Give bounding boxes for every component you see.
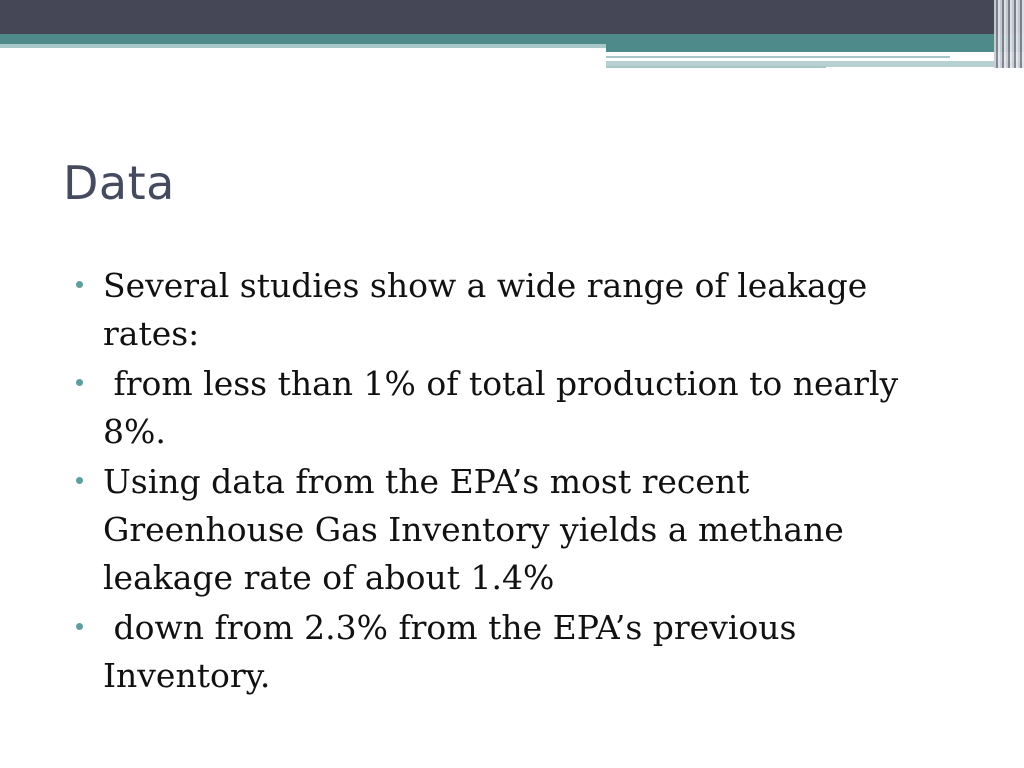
bullet-item	[76, 262, 956, 358]
header-vertical-stripes	[994, 0, 1024, 68]
bullet-list	[76, 262, 956, 702]
bullet-dot-icon	[76, 623, 83, 630]
bullet-text: Using data from the EPA’s most recent Greenhouse Gas Inventory yields a methane leakage rate of about 1.4%	[103, 462, 855, 597]
bullet-text: down from 2.3% from the EPA’s previous Inventory.	[103, 608, 807, 695]
bullet-text: from less than 1% of total production to nearly 8%.	[103, 364, 909, 451]
bullet-item	[76, 458, 956, 602]
header-accent-line	[606, 66, 826, 68]
bullet-dot-icon	[76, 379, 83, 386]
header-band-teal	[0, 34, 1024, 44]
header-band-dark	[0, 0, 1024, 34]
header-band-step	[606, 44, 1024, 52]
bullet-item	[76, 604, 956, 700]
bullet-text: Several studies show a wide range of leakage rates:	[103, 266, 878, 353]
bullet-dot-icon	[76, 281, 83, 288]
header-accent-line	[606, 56, 950, 58]
bullet-item	[76, 360, 956, 456]
slide-title: Data	[63, 156, 175, 210]
bullet-dot-icon	[76, 477, 83, 484]
